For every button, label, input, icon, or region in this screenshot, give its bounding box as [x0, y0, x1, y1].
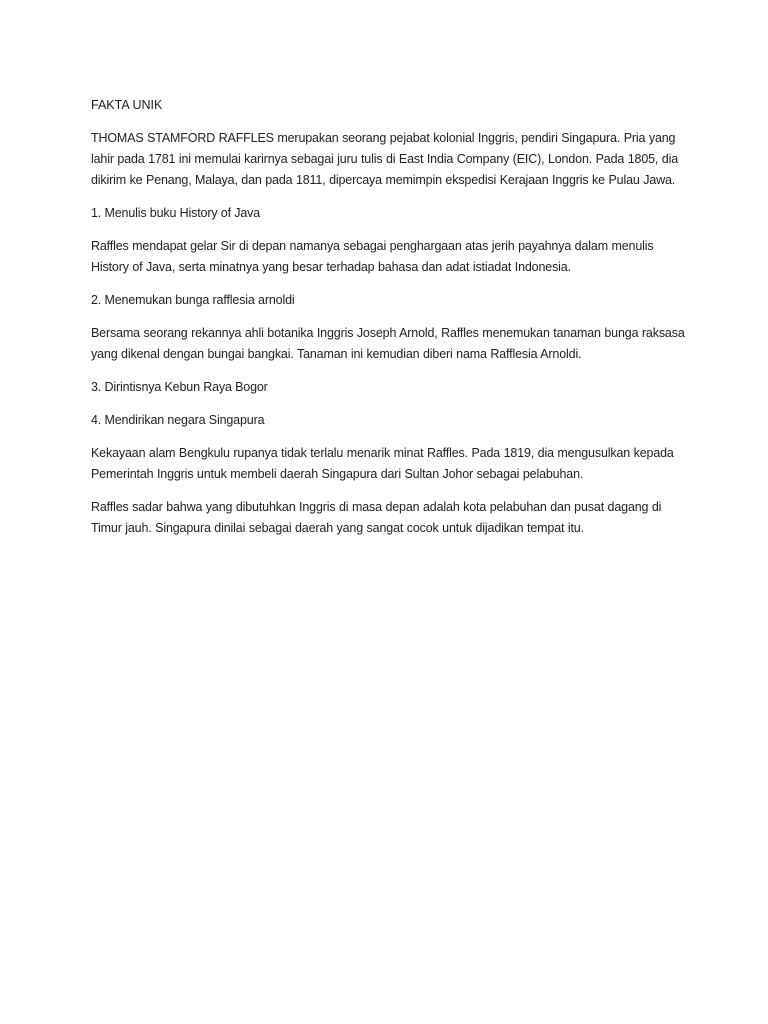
- document-title: FAKTA UNIK: [91, 98, 163, 112]
- singapura-paragraph-1: Kekayaan alam Bengkulu rupanya tidak terlalu menarik minat Raffles. Pada 1819, dia mengusulkan kepada Pemerintah Inggris untuk membeli daerah Singapura dari Sultan Johor sebagai pelabuhan.: [91, 445, 674, 482]
- section-heading-kebun-raya: 3. Dirintisnya Kebun Raya Bogor: [91, 379, 268, 394]
- intro-paragraph: THOMAS STAMFORD RAFFLES merupakan seorang pejabat kolonial Inggris, pendiri Singapura. Pria yang lahir pada 1781 ini memulai karirnya sebagai juru tulis di East India Company (EIC), London. Pada 1805, dia dikirim ke Penang, Malaya, dan pada 1811, dipercaya memimpin ekspedisi Kerajaan Inggris ke Pulau Jawa.: [91, 131, 679, 188]
- section-heading-singapura: 4. Mendirikan negara Singapura: [91, 412, 265, 427]
- singapura-paragraph-2: Raffles sadar bahwa yang dibutuhkan Inggris di masa depan adalah kota pelabuhan dan pusat dagang di Timur jauh. Singapura dinilai sebagai daerah yang sangat cocok untuk dijadikan tempat itu.: [91, 499, 662, 536]
- section-heading-rafflesia: 2. Menemukan bunga rafflesia arnoldi: [91, 293, 295, 308]
- history-of-java-paragraph: Raffles mendapat gelar Sir di depan namanya sebagai penghargaan atas jerih payahnya dalam menulis History of Java, serta minatnya yang besar terhadap bahasa dan adat istiadat Indonesia.: [91, 239, 654, 275]
- rafflesia-paragraph: Bersama seorang rekannya ahli botanika Inggris Joseph Arnold, Raffles menemukan tanaman bunga raksasa yang dikenal dengan bungai bangkai. Tanaman ini kemudian diberi nama Rafflesia Arnoldi.: [91, 326, 685, 362]
- section-heading-history-of-java: 1. Menulis buku History of Java: [91, 206, 261, 221]
